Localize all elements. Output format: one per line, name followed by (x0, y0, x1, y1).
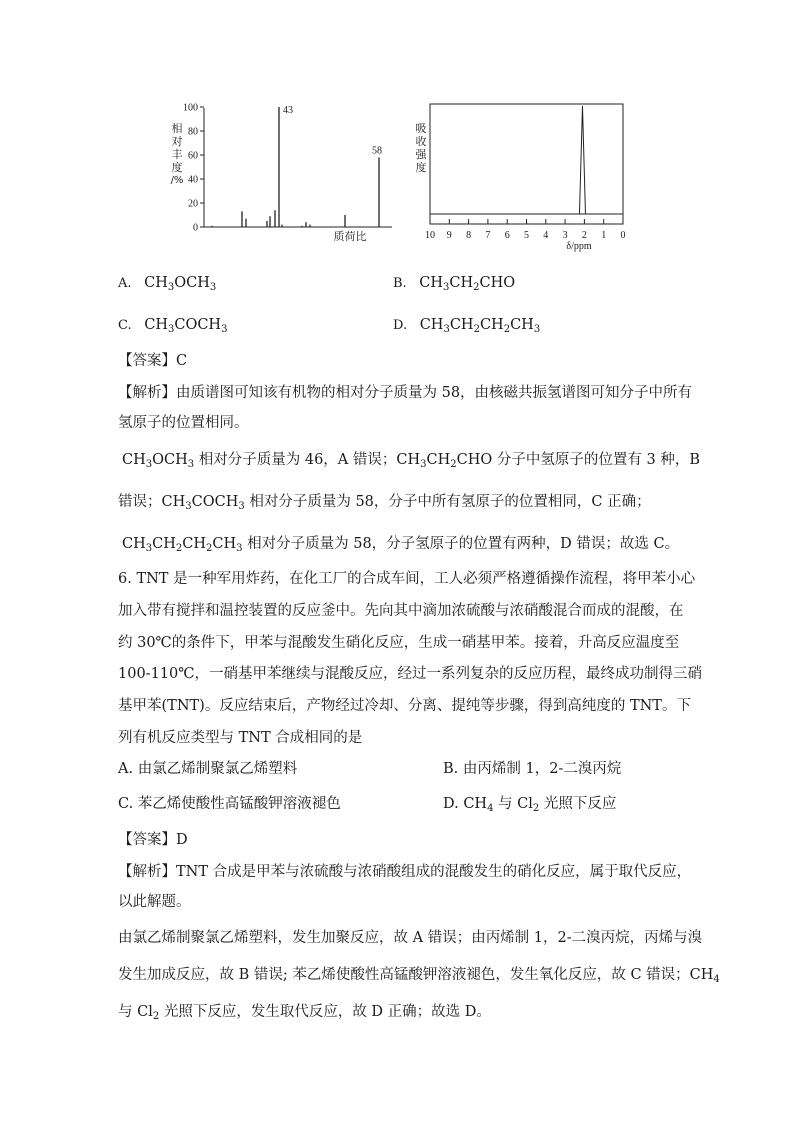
ylabel-char: /% (170, 175, 184, 186)
subscript: 2 (450, 459, 457, 470)
ms-peak-label: 58 (372, 145, 382, 157)
option-letter: A. (118, 276, 132, 291)
subscript: 3 (185, 501, 192, 512)
subscript: 3 (167, 282, 175, 293)
text-run: CH (182, 536, 206, 552)
text-run: 100-110℃，一硝基甲苯继续与混酸反应，经过一系列复杂的反应历程，最终成功制得三硝 (118, 666, 702, 682)
ylabel-char: 对 (171, 135, 183, 148)
text-run: TNT 合成是甲苯与浓硫酸与浓硝酸组成的混酸发生的硝化反应，属于取代反应， (176, 864, 692, 880)
q6-analysis-line (118, 965, 720, 985)
text-run: 由氯乙烯制聚氯乙烯塑料，发生加聚反应，故 A 错误；由丙烯制 1，2-二溴丙烷，丙烯与溴 (118, 930, 703, 946)
q5-option-b[interactable] (393, 273, 515, 294)
nmr-spectrum-chart (410, 100, 635, 255)
q6-option-d[interactable] (443, 794, 616, 814)
ylabel-char: 相 (171, 122, 183, 135)
q6-analysis-line (118, 862, 691, 882)
q5-analysis-line (122, 450, 700, 470)
subscript: 2 (473, 324, 480, 335)
ylabel-char: 吸 (415, 122, 427, 135)
nmr-xlabel: δ/ppm (566, 241, 592, 252)
text-run: CHO 分子中氢原子的位置有 3 种，B (456, 452, 700, 468)
ms-peak-label: 43 (283, 105, 293, 116)
q6-stem-line (118, 633, 679, 653)
subscript: 2 (473, 282, 480, 293)
subscript: 3 (187, 459, 195, 470)
q5-analysis-line (122, 534, 679, 554)
subscript: 3 (221, 324, 228, 335)
text-run: CH (479, 317, 504, 333)
ms-ytick-label: 20 (188, 198, 198, 210)
text-run: A. 由氯乙烯制聚氯乙烯塑料 (118, 761, 298, 777)
ms-ytick-label: 100 (183, 102, 198, 114)
text-run: CH (122, 452, 146, 468)
subscript: 3 (167, 324, 175, 335)
text-run: CH (510, 317, 534, 333)
option-formula (419, 275, 515, 291)
text-run: CH (449, 275, 474, 291)
q6-analysis-line (118, 1002, 491, 1022)
ms-ytick-label: 0 (193, 222, 198, 234)
nmr-xtick-label: 10 (425, 230, 435, 241)
q5-answer (118, 351, 187, 371)
option-formula (420, 317, 541, 333)
text-run: CHO (479, 275, 516, 291)
ylabel-char: 丰 (171, 148, 183, 161)
nmr-xtick-label: 5 (524, 230, 529, 241)
nmr-xtick-label: 6 (504, 230, 510, 241)
text-run: D. CH (443, 796, 488, 812)
subscript: 2 (152, 1011, 160, 1022)
text-run: OCH (174, 275, 210, 291)
text-run: 【答案】 (118, 353, 176, 369)
q6-stem-line (118, 728, 362, 748)
ylabel-char: 收 (415, 135, 427, 148)
subscript: 2 (175, 543, 183, 554)
nmr-xtick-label: 4 (543, 230, 549, 241)
option-letter: B. (393, 276, 407, 291)
mass-spectrum-plot (160, 100, 400, 250)
text-run: 光照下反应 (539, 796, 617, 812)
mass-spectrum-chart (160, 100, 400, 250)
subscript: 2 (532, 803, 540, 814)
text-run: CH (144, 275, 168, 291)
q6-stem-line (118, 569, 695, 589)
text-run: 以此解题。 (118, 894, 191, 910)
subscript: 3 (443, 324, 450, 335)
ms-ytick-label: 60 (188, 150, 198, 162)
text-run: C (176, 353, 188, 369)
q6-stem-line (118, 664, 702, 684)
text-run: CH (419, 275, 444, 291)
text-run: 由质谱图可知该有机物的相对分子质量为 58，由核磁共振氢谱图可知分子中所有 (176, 385, 693, 401)
q6-option-a[interactable] (118, 759, 297, 779)
ms-ytick-label: 80 (188, 126, 198, 138)
text-run: 基甲苯(TNT)。反应结束后，产物经过冷却、分离、提纯等步骤，得到高纯度的 TNT。下 (118, 698, 691, 714)
subscript: 3 (236, 543, 243, 554)
ylabel-char: 度 (415, 161, 427, 174)
ms-xlabel: 质荷比 (333, 230, 367, 243)
text-run: 加入带有搅拌和温控装置的反应釜中。先向其中滴加浓硫酸与浓硝酸混合而成的混酸，在 (118, 603, 684, 619)
text-run: CH (449, 317, 474, 333)
text-run: CH (212, 536, 237, 552)
q5-analysis-line (118, 492, 651, 512)
subscript: 2 (503, 324, 511, 335)
q5-analysis-line (118, 383, 692, 403)
nmr-xtick-label: 0 (620, 230, 626, 241)
ylabel-char: 强 (415, 148, 427, 161)
nmr-xtick-label: 8 (466, 230, 472, 241)
text-run: CH (152, 536, 176, 552)
text-run: D (176, 832, 188, 848)
text-run: 相对分子质量为 46，A 错误；CH (194, 452, 421, 468)
text-run: CH (426, 452, 451, 468)
option-formula (144, 317, 227, 333)
text-run: 与 Cl (118, 1004, 153, 1020)
nmr-xtick-label: 3 (562, 230, 568, 241)
q6-stem-line (118, 696, 691, 716)
q5-option-a[interactable] (118, 273, 216, 294)
q6-option-c[interactable] (118, 794, 341, 814)
q6-analysis-line (118, 892, 191, 912)
nmr-xtick-label: 9 (446, 230, 452, 241)
nmr-xtick-label: 7 (485, 230, 491, 241)
nmr-xtick-label: 1 (601, 230, 607, 241)
text-run: 氢原子的位置相同。 (118, 415, 249, 431)
text-run: 相对分子质量为 58，分子中所有氢原子的位置相同，C 正确； (244, 494, 651, 510)
ms-ytick-label: 40 (188, 174, 198, 186)
text-run: CH (122, 536, 146, 552)
text-run: OCH (152, 452, 188, 468)
text-run: COCH (174, 317, 222, 333)
subscript: 4 (713, 974, 720, 985)
subscript: 3 (209, 282, 217, 293)
q5-option-d[interactable] (393, 315, 540, 336)
text-run: 约 30℃的条件下，甲苯与混酸发生硝化反应，生成一硝基甲苯。接着，升高反应温度至 (118, 635, 680, 651)
text-run: 错误；CH (118, 494, 186, 510)
text-run: 光照下反应，发生取代反应，故 D 正确；故选 D。 (159, 1004, 491, 1020)
text-run: 与 Cl (493, 796, 533, 812)
subscript: 3 (533, 324, 541, 335)
text-run: CH (419, 317, 444, 333)
subscript: 2 (206, 543, 213, 554)
q5-option-c[interactable] (118, 315, 227, 336)
nmr-spectrum-plot (410, 100, 635, 255)
q5-analysis-line (118, 413, 249, 433)
subscript: 3 (420, 459, 427, 470)
q6-analysis-line (118, 928, 702, 948)
nmr-peak (579, 106, 585, 214)
text-run: 发生加成反应，故 B 错误; 苯乙烯使酸性高锰酸钾溶液褪色，发生氧化反应，故 C 错误；CH (118, 967, 714, 983)
text-run: 列有机反应类型与 TNT 合成相同的是 (118, 730, 363, 746)
subscript: 3 (145, 543, 153, 554)
option-letter: C. (118, 318, 132, 333)
option-letter: D. (393, 318, 408, 333)
text-run: CH (144, 317, 168, 333)
nmr-frame (430, 104, 623, 224)
text-run: 6. TNT 是一种军用炸药，在化工厂的合成车间，工人必须严格遵循操作流程，将甲苯小心 (118, 571, 696, 587)
text-run: 相对分子质量为 58，分子氢原子的位置有两种，D 错误；故选 C。 (242, 536, 680, 552)
text-run: B. 由丙烯制 1，2-二溴丙烷 (443, 761, 622, 777)
ylabel-char: 度 (171, 161, 183, 174)
subscript: 3 (238, 501, 245, 512)
subscript: 3 (145, 459, 153, 470)
text-run: COCH (191, 494, 239, 510)
q6-option-b[interactable] (443, 759, 621, 779)
nmr-xtick-label: 2 (581, 230, 587, 241)
q6-answer (118, 830, 188, 850)
option-formula (144, 275, 216, 291)
text-run: 【答案】 (118, 832, 176, 848)
text-run: 【解析】 (118, 385, 176, 401)
subscript: 4 (487, 803, 494, 814)
text-run: C. 苯乙烯使酸性高锰酸钾溶液褪色 (118, 796, 341, 812)
text-run: 【解析】 (118, 864, 176, 880)
subscript: 3 (443, 282, 450, 293)
q6-stem-line (118, 601, 684, 621)
